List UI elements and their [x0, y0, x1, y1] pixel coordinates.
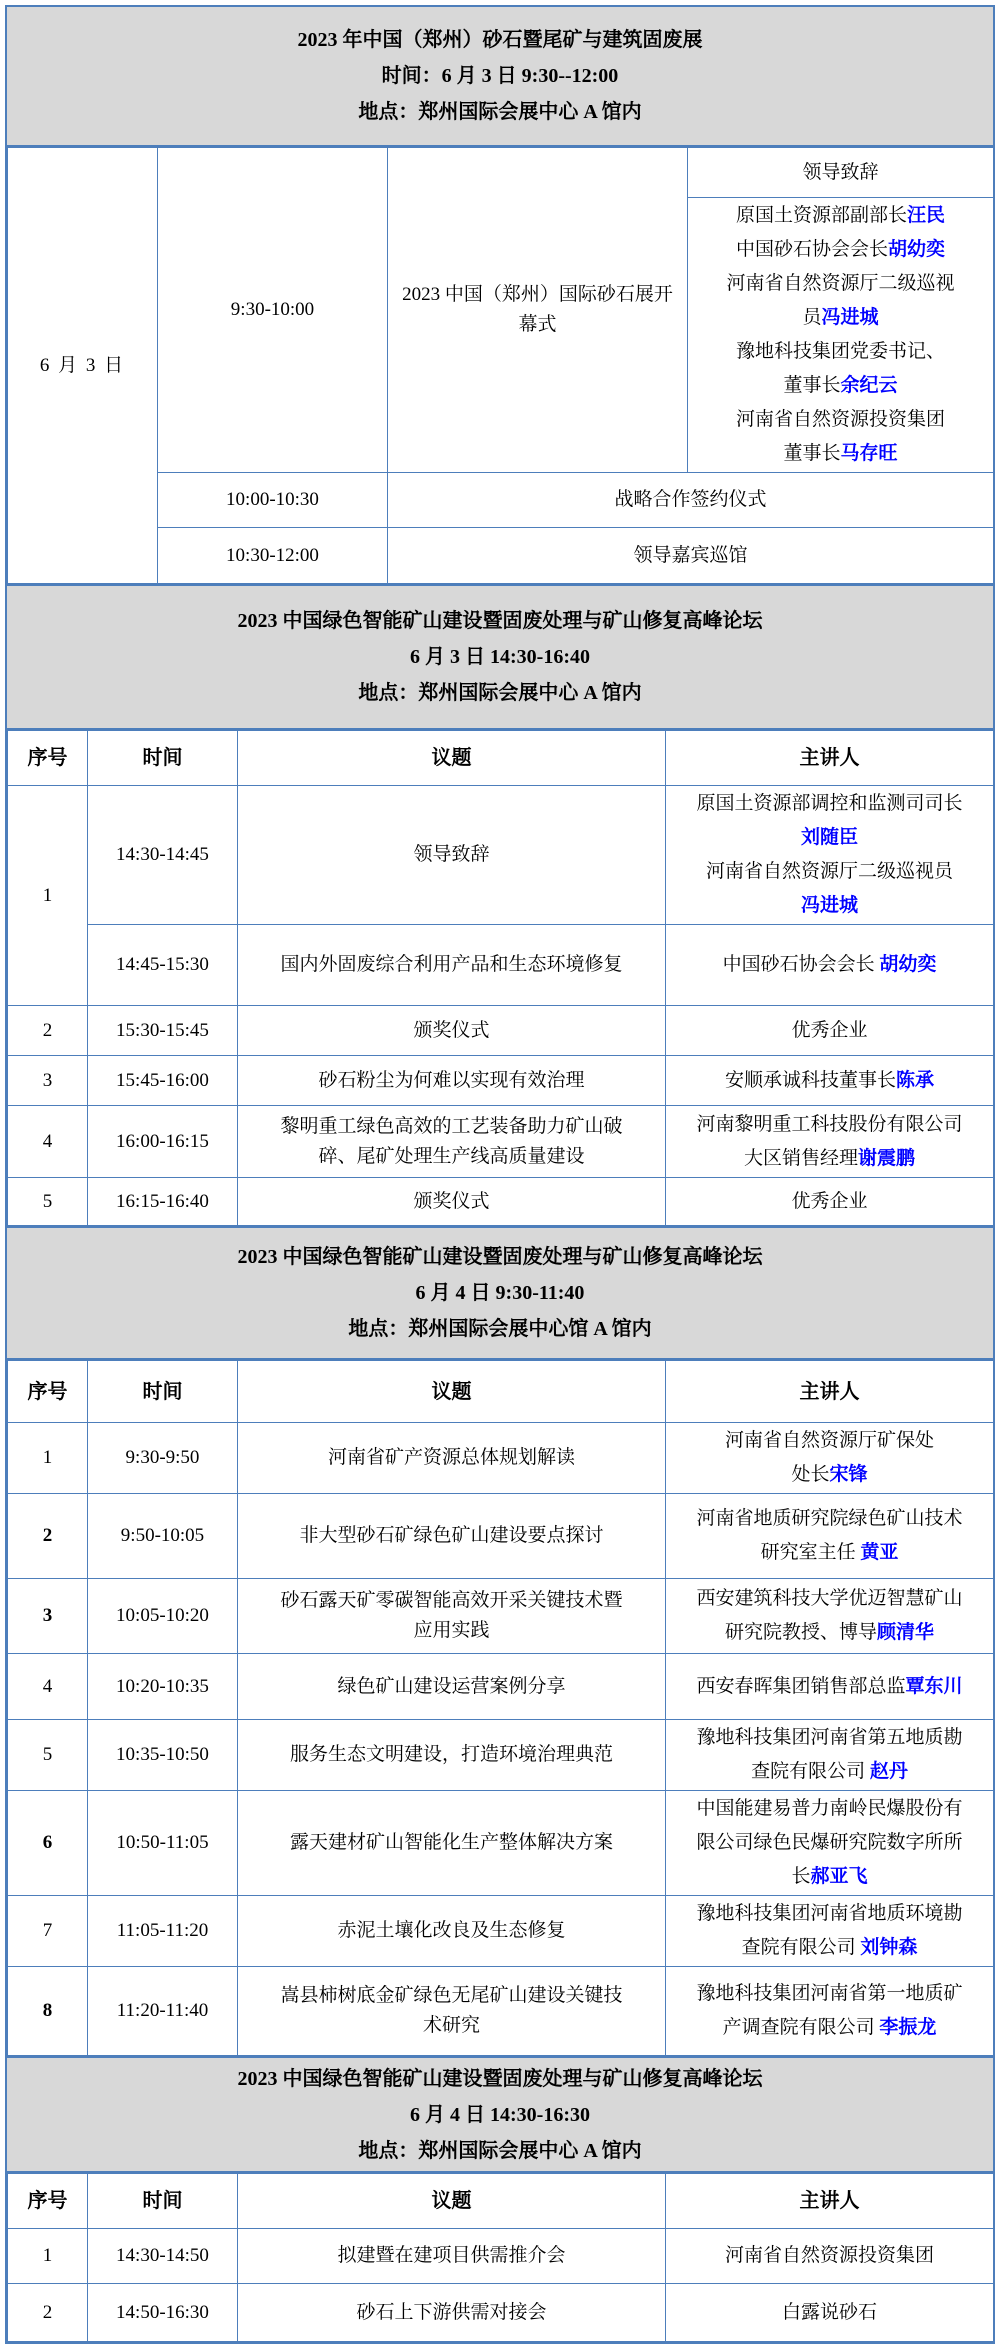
row-number-cell: 3 — [8, 1056, 88, 1106]
speaker-name: 冯进城 — [800, 895, 858, 916]
event-cell: 战略合作签约仪式 — [388, 473, 994, 528]
col-header-topic: 议题 — [238, 2174, 666, 2229]
speaker-line — [672, 889, 987, 923]
row-number-cell: 1 — [8, 786, 88, 1006]
speaker-name: 顾清华 — [877, 1622, 935, 1643]
time-cell: 16:15-16:40 — [88, 1178, 238, 1226]
speaker-name: 胡幼奕 — [888, 239, 946, 260]
speaker-line — [694, 199, 987, 233]
time-cell: 15:30-15:45 — [88, 1006, 238, 1056]
speaker-role: 西安春晖集团销售部总监 — [696, 1675, 906, 1697]
speaker-line — [672, 1014, 987, 1048]
time-cell: 10:30-12:00 — [158, 528, 388, 584]
speaker-role: 西安建筑科技大学优迈智慧矿山 — [696, 1588, 963, 1609]
col-header-no: 序号 — [8, 731, 88, 786]
col-header-topic: 议题 — [238, 731, 666, 786]
row-number-cell: 8 — [8, 1967, 88, 2056]
speaker-name: 刘钟森 — [860, 1937, 918, 1958]
time-cell: 14:30-14:45 — [88, 786, 238, 925]
speaker-cell — [666, 2229, 994, 2284]
speaker-line — [672, 1860, 987, 1894]
col-header-time: 时间 — [88, 2174, 238, 2229]
row-number-cell: 6 — [8, 1791, 88, 1896]
speaker-role: 研究院教授、博导 — [724, 1622, 877, 1643]
speaker-role: 豫地科技集团党委书记、 — [735, 341, 945, 362]
speaker-role: 中国砂石协会会长 — [722, 954, 880, 975]
speaker-role: 研究室主任 — [760, 1542, 861, 1563]
speaker-cell — [666, 1494, 994, 1579]
time-cell: 9:30-10:00 — [158, 148, 388, 473]
topic-cell: 黎明重工绿色高效的工艺装备助力矿山破碎、尾矿处理生产线高质量建设 — [238, 1106, 666, 1178]
speaker-role: 安顺承诚科技董事长 — [724, 1069, 896, 1091]
row-number-cell: 2 — [8, 1494, 88, 1579]
topic-cell: 2023 中国（郑州）国际砂石展开幕式 — [388, 148, 688, 473]
speech-speakers-cell — [688, 198, 994, 473]
col-header-speaker: 主讲人 — [666, 2174, 994, 2229]
section-venue: 地点：郑州国际会展中心 A 馆内 — [358, 2139, 642, 2162]
speaker-line — [672, 1721, 987, 1755]
speaker-line — [672, 1064, 987, 1098]
topic-cell: 拟建暨在建项目供需推介会 — [238, 2229, 666, 2284]
speaker-cell — [666, 1056, 994, 1106]
topic-cell: 颁奖仪式 — [238, 1006, 666, 1056]
speaker-name: 谢震鹏 — [858, 1147, 916, 1169]
topic-cell: 露天建材矿山智能化生产整体解决方案 — [238, 1791, 666, 1896]
speaker-role: 豫地科技集团河南省第五地质勘 — [696, 1727, 963, 1748]
topic-cell: 砂石粉尘为何难以实现有效治理 — [238, 1056, 666, 1106]
topic-cell: 嵩县柿树底金矿绿色无尾矿山建设关键技术研究 — [238, 1967, 666, 2056]
speaker-name: 李振龙 — [879, 2017, 937, 2038]
speaker-name: 陈承 — [896, 1069, 935, 1091]
speaker-line — [672, 1616, 987, 1650]
speaker-cell — [666, 1967, 994, 2056]
date-cell: 6 月 3 日 — [8, 148, 158, 584]
col-header-no: 序号 — [8, 1361, 88, 1423]
speaker-line — [694, 267, 987, 301]
speaker-name: 汪民 — [907, 205, 946, 226]
speaker-role: 河南黎明重工科技股份有限公司 — [696, 1113, 963, 1135]
section-title: 2023 年中国（郑州）砂石暨尾矿与建筑固废展 — [297, 29, 703, 51]
speaker-role: 河南省地质研究院绿色矿山技术 — [696, 1508, 963, 1529]
section-header-forum-jun4-am — [7, 1226, 993, 1360]
row-number-cell: 7 — [8, 1896, 88, 1967]
speaker-name: 胡幼奕 — [879, 954, 937, 975]
speaker-line — [694, 233, 987, 267]
speaker-line — [672, 2296, 987, 2330]
speaker-name: 覃东川 — [905, 1675, 963, 1697]
speaker-line — [672, 2011, 987, 2045]
section-venue: 地点：郑州国际会展中心 A 馆内 — [358, 101, 642, 123]
speaker-line — [694, 437, 987, 471]
speaker-line — [672, 1582, 987, 1616]
speaker-line — [672, 1931, 987, 1965]
speaker-line — [672, 1536, 987, 1570]
speaker-role: 中国砂石协会会长 — [735, 239, 888, 260]
speaker-role: 河南省自然资源投资集团 — [724, 2245, 934, 2266]
speaker-cell — [666, 1006, 994, 1056]
topic-cell: 国内外固废综合利用产品和生态环境修复 — [238, 925, 666, 1006]
speaker-role: 白露说砂石 — [781, 2301, 877, 2323]
speaker-role: 优秀企业 — [791, 1190, 868, 1212]
speaker-line — [672, 821, 987, 855]
row-number-cell: 4 — [8, 1106, 88, 1178]
section-title: 2023 中国绿色智能矿山建设暨固废处理与矿山修复高峰论坛 — [237, 2067, 763, 2090]
speech-title-cell: 领导致辞 — [688, 148, 994, 198]
speaker-name: 刘随臣 — [800, 827, 858, 848]
speaker-line — [672, 1185, 987, 1219]
speaker-line — [672, 1458, 987, 1492]
time-cell: 9:50-10:05 — [88, 1494, 238, 1579]
time-cell: 10:35-10:50 — [88, 1720, 238, 1791]
topic-cell: 领导致辞 — [238, 786, 666, 925]
time-cell: 11:05-11:20 — [88, 1896, 238, 1967]
speaker-role: 查院有限公司 — [741, 1937, 861, 1958]
speaker-name: 赵丹 — [869, 1761, 908, 1782]
speaker-line — [672, 1108, 987, 1142]
table-jun4-afternoon-forum — [7, 2173, 994, 2342]
speaker-cell — [666, 1106, 994, 1178]
time-cell: 11:20-11:40 — [88, 1967, 238, 2056]
section-header-forum-jun4-pm — [7, 2056, 993, 2173]
speaker-role: 查院有限公司 — [751, 1761, 870, 1782]
speaker-cell — [666, 786, 994, 925]
speaker-line — [672, 1977, 987, 2011]
speaker-line — [672, 1502, 987, 1536]
row-number-cell: 5 — [8, 1720, 88, 1791]
time-cell: 10:20-10:35 — [88, 1654, 238, 1720]
speaker-role: 长 — [791, 1866, 811, 1887]
schedule-document — [5, 5, 995, 2344]
speaker-line — [694, 403, 987, 437]
speaker-cell — [666, 1896, 994, 1967]
col-header-speaker: 主讲人 — [666, 731, 994, 786]
event-cell: 领导嘉宾巡馆 — [388, 528, 994, 584]
topic-cell: 赤泥土壤化改良及生态修复 — [238, 1896, 666, 1967]
time-cell: 15:45-16:00 — [88, 1056, 238, 1106]
time-cell: 10:05-10:20 — [88, 1579, 238, 1654]
time-cell: 16:00-16:15 — [88, 1106, 238, 1178]
speaker-line — [672, 1142, 987, 1176]
section-title: 2023 中国绿色智能矿山建设暨固废处理与矿山修复高峰论坛 — [237, 1246, 763, 1268]
speaker-line — [694, 301, 987, 335]
time-cell: 14:45-15:30 — [88, 925, 238, 1006]
speaker-line — [694, 369, 987, 403]
speaker-line — [694, 335, 987, 369]
speaker-role: 原国土资源部副部长 — [735, 205, 907, 226]
speaker-role: 河南省自然资源厅二级巡视 — [726, 273, 955, 294]
speaker-role: 中国能建易普力南岭民爆股份有 — [696, 1798, 963, 1819]
speaker-line — [672, 948, 987, 982]
col-header-time: 时间 — [88, 731, 238, 786]
speaker-line — [672, 855, 987, 889]
speaker-role: 原国土资源部调控和监测司司长 — [696, 793, 963, 814]
time-cell: 9:30-9:50 — [88, 1423, 238, 1494]
speaker-cell — [666, 925, 994, 1006]
speaker-cell — [666, 1178, 994, 1226]
topic-cell: 河南省矿产资源总体规划解读 — [238, 1423, 666, 1494]
row-number-cell: 4 — [8, 1654, 88, 1720]
speaker-role: 豫地科技集团河南省第一地质矿 — [696, 1983, 963, 2004]
speaker-line — [672, 2239, 987, 2273]
row-number-cell: 5 — [8, 1178, 88, 1226]
col-header-speaker: 主讲人 — [666, 1361, 994, 1423]
speaker-role: 董事长 — [783, 375, 841, 396]
speaker-cell — [666, 1423, 994, 1494]
section-time: 时间：6 月 3 日 9:30--12:00 — [381, 65, 619, 87]
topic-cell: 颁奖仪式 — [238, 1178, 666, 1226]
speaker-name: 宋锋 — [829, 1464, 868, 1485]
speaker-line — [672, 1826, 987, 1860]
table-jun3-morning — [7, 147, 994, 584]
speaker-role: 河南省自然资源投资集团 — [735, 409, 945, 430]
section-title: 2023 中国绿色智能矿山建设暨固废处理与矿山修复高峰论坛 — [237, 610, 763, 632]
speaker-role: 员 — [802, 307, 822, 328]
speaker-cell — [666, 1791, 994, 1896]
section-header-forum-jun3 — [7, 584, 993, 730]
table-jun4-morning-forum — [7, 1360, 994, 2056]
topic-cell: 绿色矿山建设运营案例分享 — [238, 1654, 666, 1720]
section-time: 6 月 3 日 14:30-16:40 — [410, 646, 590, 668]
speaker-name: 余纪云 — [840, 375, 898, 396]
section-venue: 地点：郑州国际会展中心 A 馆内 — [358, 682, 642, 704]
speaker-line — [672, 1897, 987, 1931]
speaker-cell — [666, 1579, 994, 1654]
speaker-role: 产调查院有限公司 — [722, 2017, 880, 2038]
speaker-name: 冯进城 — [821, 307, 879, 328]
col-header-topic: 议题 — [238, 1361, 666, 1423]
speaker-cell — [666, 1654, 994, 1720]
speaker-line — [672, 1792, 987, 1826]
topic-cell: 砂石上下游供需对接会 — [238, 2284, 666, 2342]
speaker-role: 河南省自然资源厅矿保处 — [724, 1430, 934, 1451]
topic-cell: 砂石露天矿零碳智能高效开采关键技术暨应用实践 — [238, 1579, 666, 1654]
row-number-cell: 2 — [8, 1006, 88, 1056]
speaker-name: 郝亚飞 — [810, 1866, 868, 1887]
speaker-role: 豫地科技集团河南省地质环境勘 — [696, 1903, 963, 1924]
speaker-line — [672, 1755, 987, 1789]
topic-cell: 非大型砂石矿绿色矿山建设要点探讨 — [238, 1494, 666, 1579]
speaker-line — [672, 787, 987, 821]
topic-cell: 服务生态文明建设，打造环境治理典范 — [238, 1720, 666, 1791]
time-cell: 14:50-16:30 — [88, 2284, 238, 2342]
row-number-cell: 1 — [8, 1423, 88, 1494]
speaker-line — [672, 1424, 987, 1458]
col-header-no: 序号 — [8, 2174, 88, 2229]
speaker-cell — [666, 1720, 994, 1791]
section-time: 6 月 4 日 14:30-16:30 — [410, 2103, 590, 2126]
speaker-name: 马存旺 — [840, 443, 898, 464]
speaker-line — [672, 1670, 987, 1704]
speaker-role: 河南省自然资源厅二级巡视员 — [705, 861, 953, 882]
speaker-role: 大区销售经理 — [743, 1147, 858, 1169]
speaker-role: 优秀企业 — [791, 1019, 868, 1041]
section-header-exhibition — [7, 7, 993, 147]
col-header-time: 时间 — [88, 1361, 238, 1423]
row-number-cell: 2 — [8, 2284, 88, 2342]
speaker-name: 黄亚 — [860, 1542, 899, 1563]
section-venue: 地点：郑州国际会展中心馆 A 馆内 — [348, 1318, 652, 1340]
speaker-cell — [666, 2284, 994, 2342]
table-jun3-forum — [7, 730, 994, 1226]
row-number-cell: 3 — [8, 1579, 88, 1654]
time-cell: 14:30-14:50 — [88, 2229, 238, 2284]
speaker-role: 限公司绿色民爆研究院数字所所 — [696, 1832, 963, 1853]
speaker-role: 董事长 — [783, 443, 841, 464]
time-cell: 10:00-10:30 — [158, 473, 388, 528]
time-cell: 10:50-11:05 — [88, 1791, 238, 1896]
section-time: 6 月 4 日 9:30-11:40 — [415, 1282, 585, 1304]
speaker-role: 处长 — [791, 1464, 830, 1485]
row-number-cell: 1 — [8, 2229, 88, 2284]
